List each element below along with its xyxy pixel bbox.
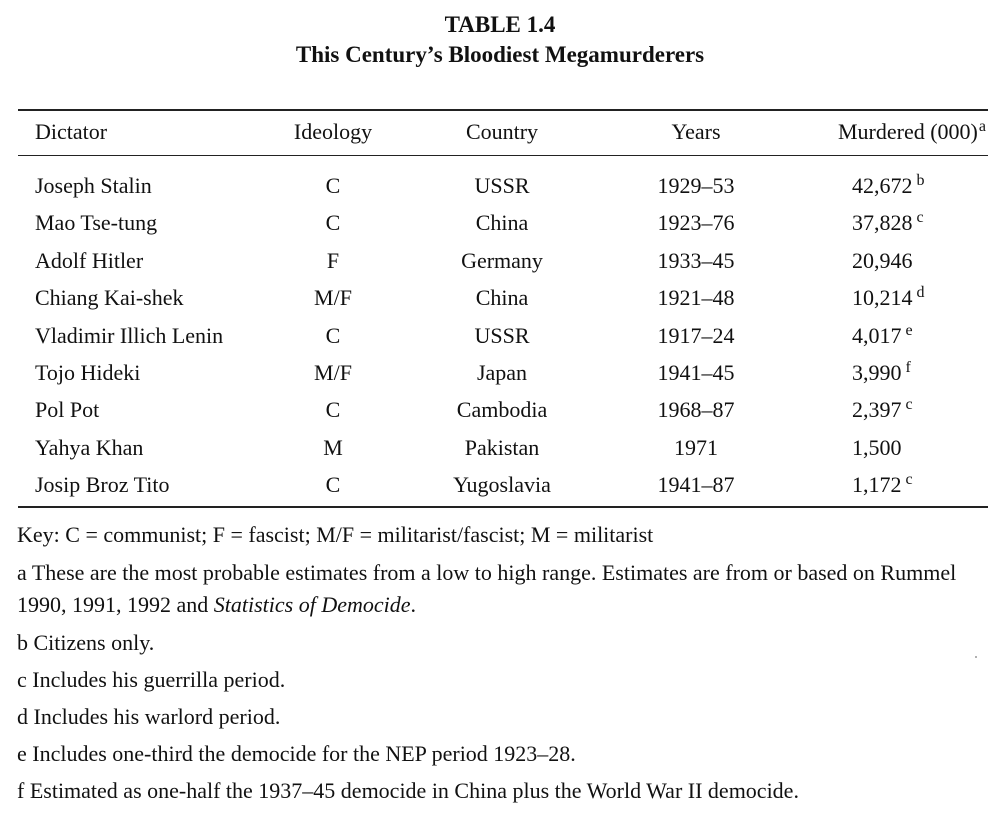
- footnote-marker: b: [916, 172, 925, 189]
- table-row: [0, 393, 1000, 427]
- note-e: e Includes one-third the democide for the NEP period 1923–28.: [17, 741, 576, 766]
- cell-dictator: Adolf Hitler: [35, 247, 144, 273]
- cell-years: 1917–24: [657, 322, 735, 348]
- cell-years: 1923–76: [657, 210, 735, 236]
- cell-country: China: [475, 210, 529, 236]
- table-row: [0, 206, 1000, 240]
- header-country: Country: [465, 119, 539, 144]
- cell-country: USSR: [474, 322, 530, 348]
- cell-years: 1933–45: [657, 247, 735, 273]
- table-row: [0, 468, 1000, 502]
- cell-country: Cambodia: [456, 397, 548, 423]
- footnote-marker: f: [905, 359, 911, 376]
- cell-years: 1941–45: [657, 360, 735, 385]
- cell-country: China: [475, 285, 529, 311]
- note-a-italic: Statistics of Democide: [213, 592, 411, 617]
- footnote-marker: c: [905, 396, 913, 414]
- cell-years: 1921–48: [657, 285, 735, 311]
- cell-murdered: [852, 468, 913, 502]
- murdered-value: 4,017: [852, 322, 902, 348]
- note-c: c Includes his guerrilla period.: [17, 667, 286, 692]
- cell-dictator: Chiang Kai-shek: [35, 285, 184, 311]
- footnote-marker: e: [905, 321, 913, 339]
- table-row: [0, 169, 1000, 203]
- murdered-value: 3,990: [852, 360, 902, 385]
- top-rule: [18, 109, 988, 111]
- header-murdered: [838, 115, 986, 149]
- cell-ideology: C: [325, 322, 341, 348]
- murdered-value: 10,214: [852, 285, 913, 311]
- cell-ideology: M/F: [314, 360, 352, 385]
- cell-ideology: M: [323, 434, 343, 460]
- cell-ideology: M/F: [314, 285, 352, 311]
- cell-country: USSR: [474, 173, 530, 198]
- murdered-value: 2,397: [852, 397, 902, 423]
- murdered-value: 1,500: [852, 434, 902, 460]
- cell-murdered: [852, 169, 925, 203]
- cell-country: Germany: [461, 247, 543, 273]
- cell-dictator: Mao Tse-tung: [35, 210, 158, 236]
- cell-dictator: Tojo Hideki: [35, 360, 141, 385]
- table-row: [0, 356, 1000, 390]
- cell-ideology: C: [325, 472, 341, 498]
- table-caption: This Century’s Bloodiest Megamurderers: [295, 42, 705, 67]
- table-row: [0, 431, 1000, 465]
- cell-murdered: [852, 431, 906, 465]
- footnote-marker: d: [916, 284, 925, 302]
- note-a-end: .: [410, 592, 417, 617]
- footnote-marker: c: [916, 209, 924, 227]
- table-title: [0, 10, 1000, 70]
- table-number: TABLE 1.4: [444, 12, 556, 37]
- cell-ideology: C: [325, 397, 341, 423]
- cell-years: 1929–53: [657, 173, 735, 198]
- cell-dictator: Yahya Khan: [35, 434, 144, 460]
- cell-ideology: F: [326, 247, 340, 273]
- cell-dictator: Pol Pot: [35, 397, 100, 423]
- murdered-value: 20,946: [852, 247, 913, 273]
- header-murdered-label: Murdered (000): [837, 119, 978, 144]
- murdered-value: 42,672: [852, 173, 913, 198]
- header-dictator: Dictator: [35, 119, 108, 144]
- note-a: [17, 557, 992, 621]
- cell-years: 1941–87: [657, 472, 735, 498]
- cell-country: Yugoslavia: [453, 472, 551, 498]
- cell-ideology: C: [325, 173, 341, 198]
- table-row: [0, 319, 1000, 353]
- note-a-text: a These are the most probable estimates from a low to high range. Estimates are from or based on Rummel 1990, 1991, 1992 and: [17, 560, 957, 617]
- bottom-rule: [18, 506, 988, 508]
- table-row: [0, 281, 1000, 315]
- scan-speck: [975, 656, 977, 658]
- table-row: [0, 244, 1000, 278]
- cell-years: 1971: [674, 434, 718, 460]
- cell-murdered: [852, 206, 924, 240]
- cell-murdered: [852, 356, 911, 390]
- cell-ideology: C: [325, 210, 341, 236]
- cell-murdered: [852, 281, 925, 315]
- cell-murdered: [852, 393, 913, 427]
- header-years: Years: [671, 119, 721, 144]
- header-ideology: Ideology: [293, 119, 373, 144]
- cell-country: Japan: [476, 360, 528, 385]
- murdered-value: 37,828: [852, 210, 913, 236]
- note-key: Key: C = communist; F = fascist; M/F = militarist/fascist; M = militarist: [17, 522, 654, 547]
- header-rule: [18, 155, 988, 156]
- header-murdered-footnote: a: [978, 118, 986, 135]
- note-d: d Includes his warlord period.: [17, 704, 281, 729]
- footnote-marker: c: [905, 471, 913, 489]
- cell-murdered: [852, 244, 917, 278]
- cell-murdered: [852, 319, 913, 353]
- cell-years: 1968–87: [657, 397, 735, 423]
- note-b: b Citizens only.: [17, 630, 155, 655]
- cell-dictator: Josip Broz Tito: [35, 472, 170, 498]
- cell-dictator: Joseph Stalin: [35, 173, 152, 198]
- note-f: f Estimated as one-half the 1937–45 democide in China plus the World War II democide.: [17, 778, 799, 803]
- cell-country: Pakistan: [464, 434, 540, 460]
- murdered-value: 1,172: [852, 472, 902, 498]
- table-header-row: [0, 115, 1000, 149]
- table-notes: [17, 520, 992, 813]
- cell-dictator: Vladimir Illich Lenin: [35, 322, 224, 348]
